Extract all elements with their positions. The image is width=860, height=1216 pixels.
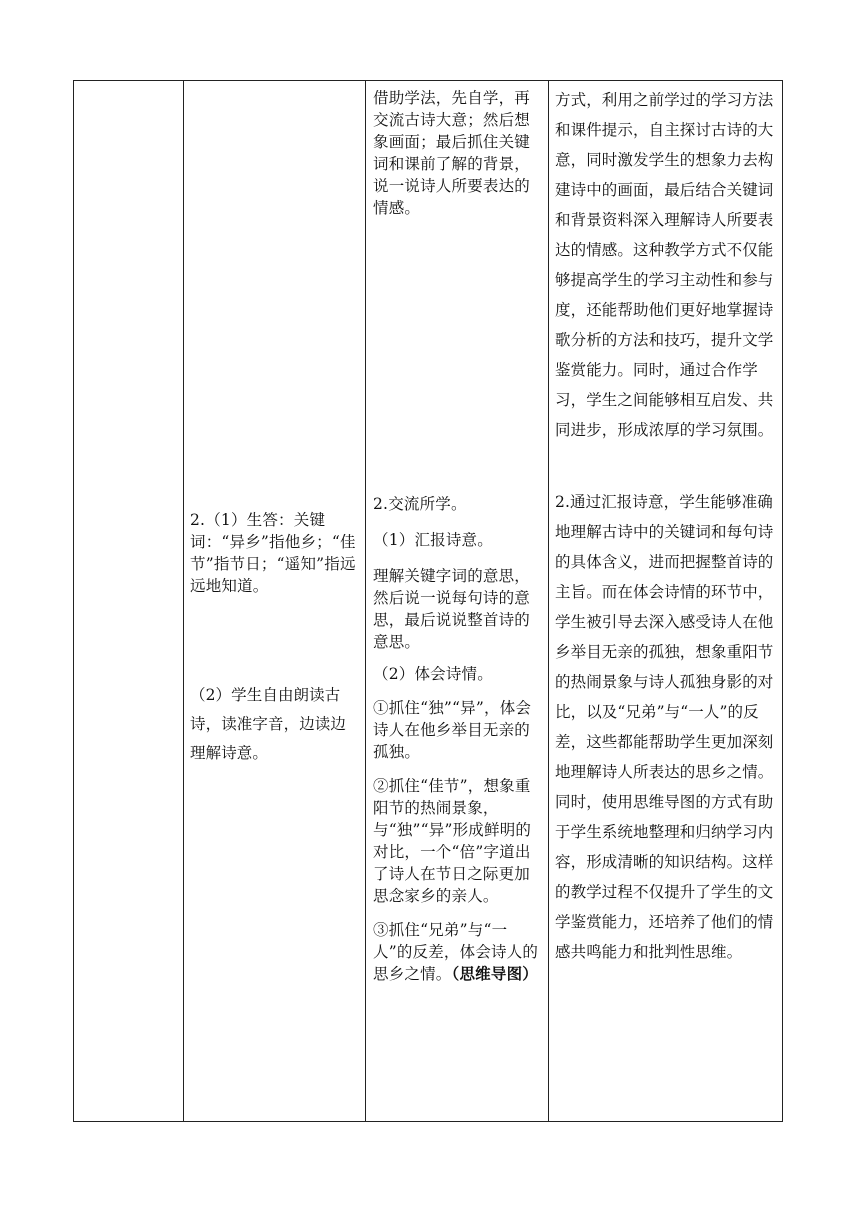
- section-heading: 2.交流所学。: [373, 495, 467, 513]
- point-3-text: ③抓住“兄弟”与“一人”的反差，体会诗人的思乡之情。: [373, 921, 539, 983]
- col4-bottom: [555, 487, 777, 967]
- column-divider: [365, 81, 366, 1121]
- col3-top: [373, 87, 543, 219]
- answer1-text: 2.（1）生答：关键词：“异乡”指他乡；“佳节”指节日；“遥知”指远远地知道。: [190, 511, 356, 595]
- sub-heading-1: （1）汇报诗意。: [373, 531, 493, 549]
- sub1-text: 理解关键字词的意思，然后说一说每句诗的意思，最后说说整首诗的意思。: [373, 567, 531, 651]
- col2-answer2: [190, 681, 358, 768]
- point-1: ①抓住“独”“异”，体会诗人在他乡举目无亲的孤独。: [373, 699, 532, 761]
- point-3-bold: （思维导图）: [451, 964, 538, 983]
- lesson-table: [73, 80, 783, 1122]
- answer2-text: （2）学生自由朗读古诗，读准字音，边读边理解诗意。: [190, 686, 347, 762]
- column-divider: [548, 81, 549, 1121]
- col3-top-text: 借助学法，先自学，再交流古诗大意；然后想象画面；最后抓住关键词和课前了解的背景，说一说诗人所要表达的情感。: [373, 89, 531, 217]
- col2-answer1: [190, 509, 358, 597]
- sub-heading-2: （2）体会诗情。: [373, 665, 493, 683]
- point-2: ②抓住“佳节”，想象重阳节的热闹景象，与“独”“异”形成鲜明的对比，一个“倍”字道出了诗人在节日之际更加思念家乡的亲人。: [373, 777, 532, 905]
- col3-bottom: [373, 493, 543, 985]
- col4-top-text: 方式，利用之前学过的学习方法和课件提示，自主探讨古诗的大意，同时激发学生的想象力去构建诗中的画面，最后结合关键词和背景资料深入理解诗人所要表达的情感。这种教学方式不仅能够提高学生的学习主动性和参与度，还能帮助他们更好地掌握诗歌分析的方法和技巧，提升文学鉴赏能力。同时，通过合作学习，学生之间能够相互启发、共同进步，形成浓厚的学习氛围。: [555, 91, 774, 439]
- col4-top: [555, 85, 777, 445]
- col1-cell: [74, 81, 183, 1121]
- point-3: [373, 919, 543, 985]
- col4-bottom-text: 2.通过汇报诗意，学生能够准确地理解古诗中的关键词和每句诗的具体含义，进而把握整首诗的主旨。而在体会诗情的环节中，学生被引导去深入感受诗人在他乡举目无亲的孤独，想象重阳节的热闹景象与诗人孤独身影的对比，以及“兄弟”与“一人”的反差，这些都能帮助学生更加深刻地理解诗人所表达的思乡之情。同时，使用思维导图的方式有助于学生系统地整理和归纳学习内容，形成清晰的知识结构。这样的教学过程不仅提升了学生的文学鉴赏能力，还培养了他们的情感共鸣能力和批判性思维。: [555, 493, 774, 961]
- column-divider: [183, 81, 184, 1121]
